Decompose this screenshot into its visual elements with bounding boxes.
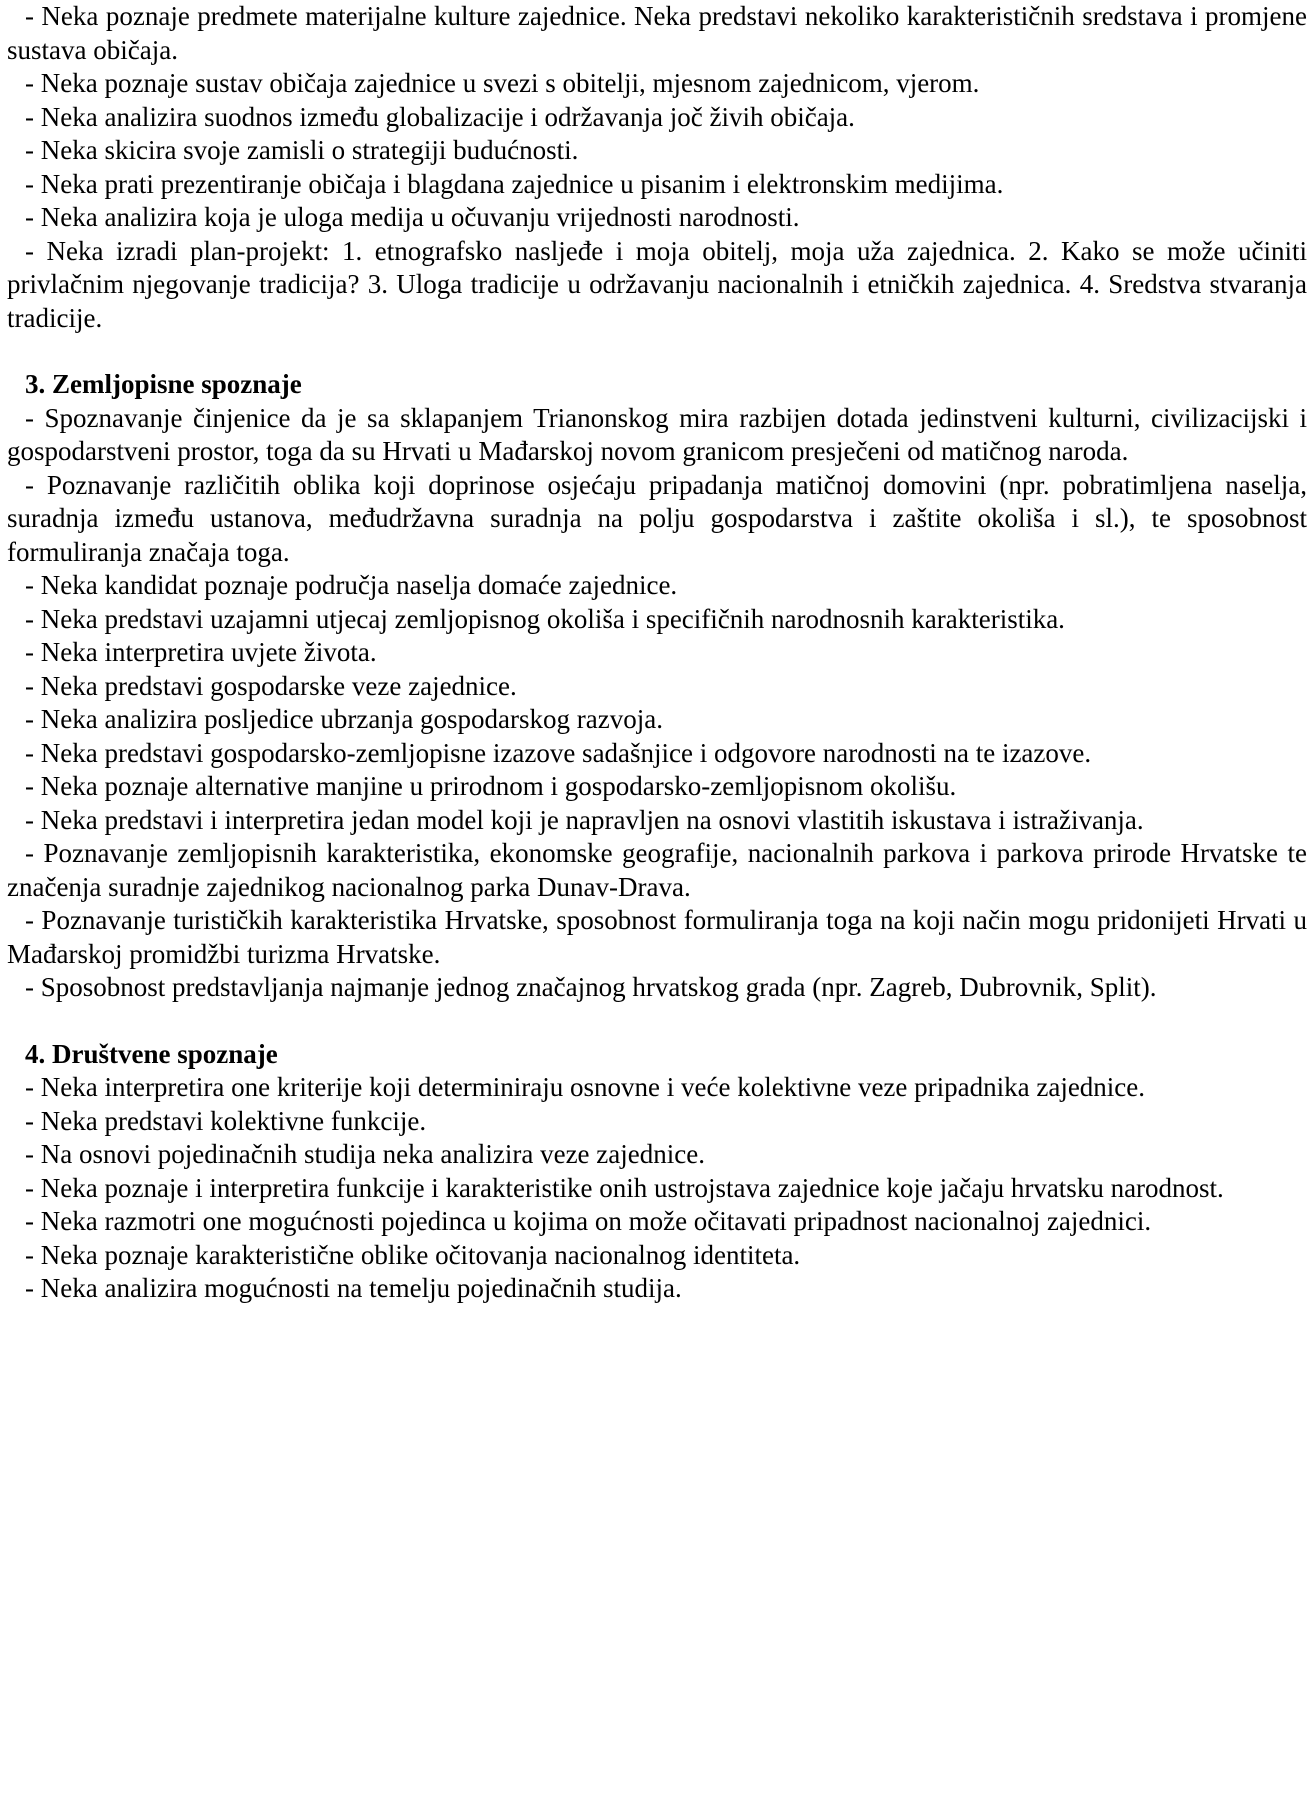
list-item: - Sposobnost predstavljanja najmanje jednog značajnog hrvatskog grada (npr. Zagreb, Dubrovnik, Split). [25, 972, 1157, 1002]
list-item: - Na osnovi pojedinačnih studija neka analizira veze zajednice. [25, 1139, 705, 1169]
list-item: - Neka analizira mogućnosti na temelju pojedinačnih studija. [25, 1273, 682, 1303]
document-page [7, 0, 1307, 1306]
list-item: - Neka poznaje karakteristične oblike očitovanja nacionalnog identiteta. [25, 1239, 801, 1270]
list-item: - Neka analizira posljedice ubrzanja gospodarskog razvoja. [25, 704, 663, 734]
list-item: - Neka interpretira one kriterije koji determiniraju osnovne i veće kolektivne veze pripadnika zajednice. [25, 1072, 1146, 1102]
list-item: - Poznavanje različitih oblika koji doprinose osjećaju pripadanja matičnoj domovini (npr. pobratimljena naselja, suradnja između ustanova, međudržavna suradnja na polju gospodarstva i zaštite okoliša i sl.), te sposobnost formuliranja značaja toga. [7, 469, 1307, 567]
list-item: - Neka prati prezentiranje običaja i blagdana zajednice u pisanim i elektronskim medijima. [25, 168, 1004, 199]
section-spacer [7, 335, 1307, 368]
list-item: - Neka poznaje predmete materijalne kulture zajednice. Neka predstavi nekoliko karakterističnih sredstava i promjene sustava običaja. [7, 1, 1307, 65]
list-item: - Neka analizira koja je uloga medija u očuvanju vrijednosti narodnosti. [25, 202, 800, 232]
list-item: - Neka izradi plan-projekt: 1. etnografsko nasljeđe i moja obitelj, moja uža zajednica. 2. Kako se može učiniti privlačnim njegovanje tradicija? 3. Uloga tradicije u održavanju nacionalnih i etničkih zajednica. 4. Sredstva stvaranja tradicije. [7, 235, 1307, 333]
list-item: - Neka poznaje sustav običaja zajednice u svezi s obitelji, mjesnom zajednicom, vjerom. [25, 68, 980, 98]
list-item: - Neka interpretira uvjete života. [25, 637, 377, 667]
section-drustvene-spoznaje [7, 1038, 1307, 1306]
list-item: - Neka predstavi gospodarsko-zemljopisne izazove sadašnjice i odgovore narodnosti na te izazove. [25, 737, 1092, 768]
list-item: - Neka predstavi uzajamni utjecaj zemljopisnog okoliša i specifičnih narodnosnih karakteristika. [25, 603, 1065, 634]
list-item: - Neka kandidat poznaje područja naselja domaće zajednice. [25, 570, 678, 600]
list-item: - Neka analizira suodnos između globalizacije i održavanja joč živih običaja. [25, 101, 855, 132]
list-item: - Neka poznaje alternative manjine u prirodnom i gospodarsko-zemljopisnom okolišu. [25, 771, 957, 801]
list-item: - Neka razmotri one mogućnosti pojedinca u kojima on može očitavati pripadnost nacionalnoj zajednici. [25, 1206, 1152, 1236]
list-item: - Poznavanje zemljopisnih karakteristika, ekonomske geografije, nacionalnih parkova i parkova prirode Hrvatske te značenja suradnje zajednikog nacionalnog parka Dunav-Drava. [7, 838, 1307, 902]
list-item: - Spoznavanje činjenice da je sa sklapanjem Trianonskog mira razbijen dotada jedinstveni kulturni, civilizacijski i gospodarstveni prostor, toga da su Hrvati u Mađarskoj novom granicom presječeni od matičnog naroda. [7, 402, 1307, 466]
section-spacer [7, 1005, 1307, 1038]
list-item: - Neka predstavi kolektivne funkcije. [25, 1105, 427, 1136]
list-item: - Poznavanje turističkih karakteristika Hrvatske, sposobnost formuliranja toga na koji način mogu pridonijeti Hrvati u Mađarskoj promidžbi turizma Hrvatske. [7, 905, 1307, 969]
section-heading: 3. Zemljopisne spoznaje [25, 369, 302, 399]
list-item: - Neka skicira svoje zamisli o strategiji budućnosti. [25, 135, 579, 165]
list-item: - Neka poznaje i interpretira funkcije i karakteristike onih ustrojstava zajednice koje jačaju hrvatsku narodnost. [25, 1172, 1224, 1203]
list-item: - Neka predstavi gospodarske veze zajednice. [25, 670, 517, 701]
section-heading: 4. Društvene spoznaje [25, 1038, 278, 1069]
intro-list [7, 0, 1307, 335]
section-zemljopisne-spoznaje [7, 368, 1307, 1005]
list-item: - Neka predstavi i interpretira jedan model koji je napravljen na osnovi vlastitih iskustava i istraživanja. [25, 804, 1144, 835]
